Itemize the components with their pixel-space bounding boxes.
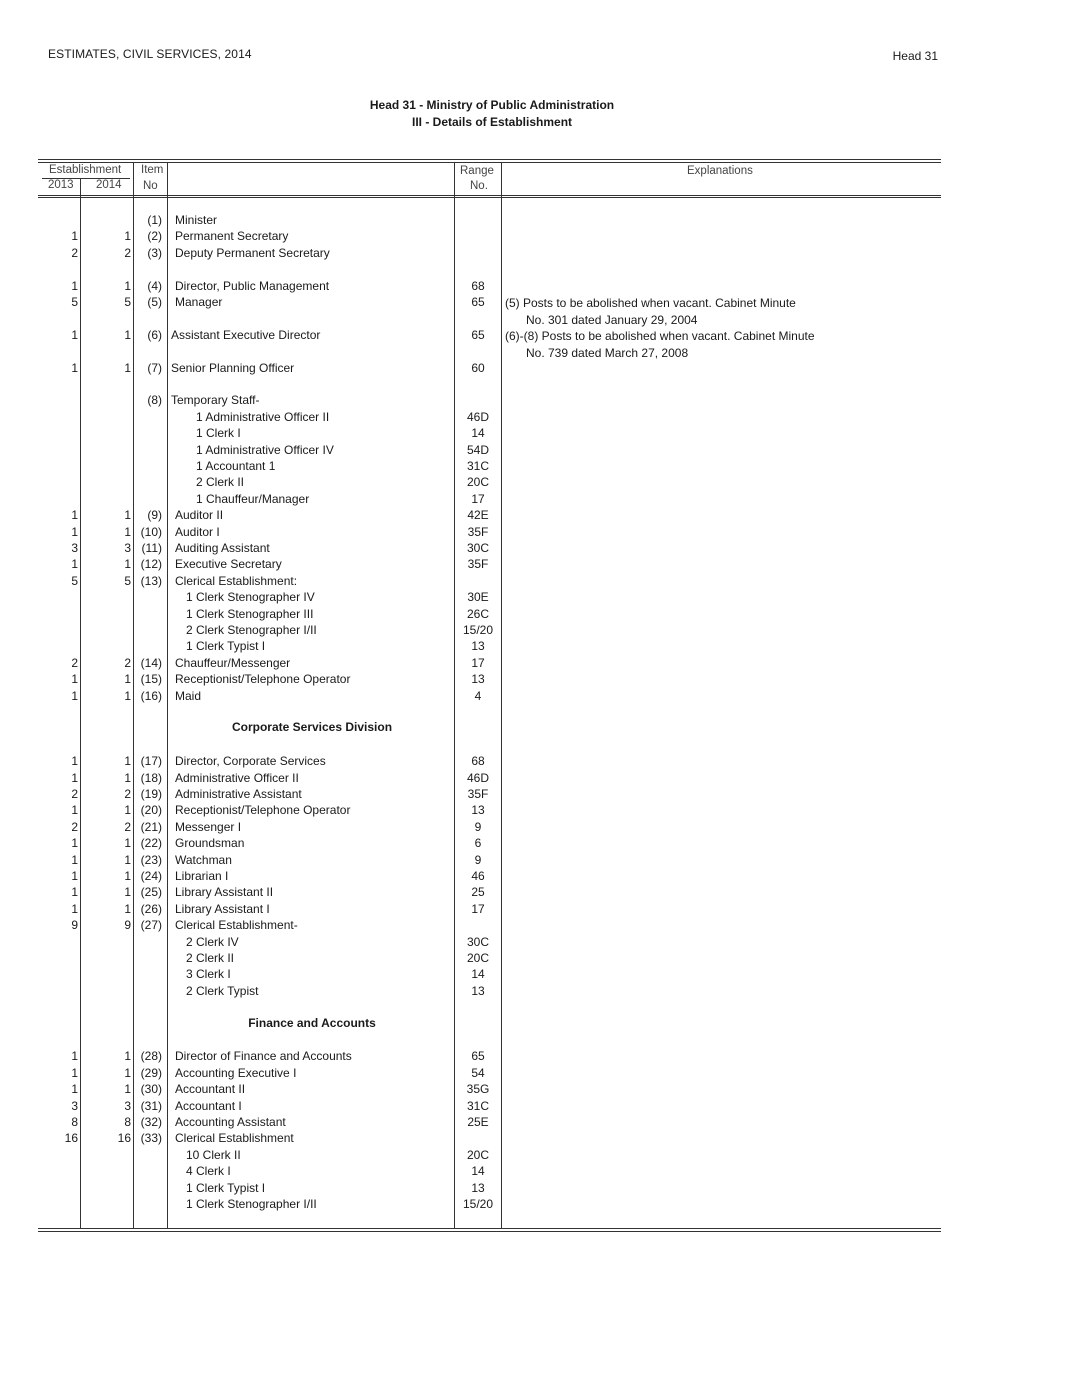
salary-range: 54D xyxy=(466,442,489,457)
item-number: (1) xyxy=(147,213,162,227)
table-bottom-rule-2 xyxy=(38,1231,941,1232)
count-2013: 1 xyxy=(71,327,78,342)
salary-range: 46D xyxy=(466,409,489,424)
item-number: (17) xyxy=(140,754,162,769)
position-title: Librarian I xyxy=(175,869,229,883)
document-header-left: ESTIMATES, CIVIL SERVICES, 2014 xyxy=(48,47,252,61)
item-number: (30) xyxy=(140,1082,162,1097)
position-title: Accountant II xyxy=(175,1082,246,1097)
count-2014: 2 xyxy=(124,819,131,834)
count-2014: 1 xyxy=(124,885,131,900)
item-number: (32) xyxy=(140,1115,162,1129)
position-title: 10 Clerk II xyxy=(186,1147,241,1162)
explanation-6-8 xyxy=(505,328,815,361)
position-title: Director, Corporate Services xyxy=(175,754,326,769)
position-title: Clerical Establishment: xyxy=(175,573,298,588)
count-2014: 5 xyxy=(124,295,131,309)
position-title: Messenger I xyxy=(175,819,242,834)
salary-range: 17 xyxy=(471,491,485,506)
count-2014: 3 xyxy=(124,541,131,555)
position-title: Senior Planning Officer xyxy=(171,360,295,375)
table-top-rule-1 xyxy=(38,159,941,160)
col-divider-2013-2014 xyxy=(80,178,81,1228)
position-title: Accounting Assistant xyxy=(175,1115,286,1129)
position-title: 2 Clerk IV xyxy=(186,934,239,949)
count-2013: 1 xyxy=(71,1049,78,1064)
position-title: 1 Clerk Stenographer IV xyxy=(186,590,315,605)
col-header-explanations: Explanations xyxy=(687,165,753,177)
count-2014: 5 xyxy=(124,573,131,588)
count-2014: 3 xyxy=(124,1098,131,1113)
count-2013: 1 xyxy=(71,901,78,916)
item-number: (7) xyxy=(147,360,162,375)
count-2013: 2 xyxy=(71,819,78,834)
count-2013: 5 xyxy=(71,573,78,588)
position-title: Receptionist/Telephone Operator xyxy=(175,803,351,818)
salary-range: 30C xyxy=(466,934,489,949)
item-number: (8) xyxy=(147,393,162,408)
col-header-2014: 2014 xyxy=(96,179,122,191)
count-2013: 1 xyxy=(71,1082,78,1097)
count-2014: 1 xyxy=(124,360,131,375)
count-2014: 1 xyxy=(124,901,131,916)
count-2014: 2 xyxy=(124,787,131,801)
salary-range: 9 xyxy=(474,819,482,834)
position-title: Library Assistant I xyxy=(175,901,270,916)
count-2014: 1 xyxy=(124,754,131,769)
col-divider-item xyxy=(133,163,134,1228)
salary-range: 30C xyxy=(466,541,489,555)
salary-range: 46 xyxy=(471,869,485,883)
count-2013: 1 xyxy=(71,508,78,523)
position-title: Director, Public Management xyxy=(175,278,330,293)
salary-range: 15/20 xyxy=(462,623,494,637)
col-divider-desc xyxy=(167,163,168,1228)
count-2013: 1 xyxy=(71,803,78,818)
document-header-right: Head 31 xyxy=(892,49,938,63)
col-header-range-no: No. xyxy=(470,180,488,192)
salary-range: 46D xyxy=(466,770,489,785)
position-title: Deputy Permanent Secretary xyxy=(175,245,330,260)
salary-range: 25 xyxy=(471,885,485,900)
item-number: (15) xyxy=(140,672,162,687)
count-2014: 1 xyxy=(124,557,131,572)
salary-range: 31C xyxy=(466,459,489,473)
position-title: Administrative Officer II xyxy=(175,770,299,785)
count-2013: 1 xyxy=(71,524,78,539)
explanation-6-8-line-1: (6)-(8) Posts to be abolished when vacant. Cabinet Minute xyxy=(505,329,815,343)
count-2014: 1 xyxy=(124,524,131,539)
salary-range: 13 xyxy=(471,1180,485,1195)
salary-range: 20C xyxy=(466,1147,489,1162)
count-2013: 1 xyxy=(71,360,78,375)
col-header-establishment: Establishment xyxy=(49,164,122,176)
position-title: Clerical Establishment- xyxy=(175,918,298,933)
position-title: 2 Clerk II xyxy=(196,475,245,490)
count-2013: 1 xyxy=(71,754,78,769)
position-title: 1 Administrative Officer IV xyxy=(196,442,334,457)
table-top-rule-2 xyxy=(38,162,941,163)
salary-range: 30E xyxy=(467,590,489,605)
position-title: Assistant Executive Director xyxy=(171,327,321,342)
salary-range: 9 xyxy=(474,852,482,867)
salary-range: 4 xyxy=(474,688,482,703)
salary-range: 15/20 xyxy=(462,1197,494,1211)
count-2013: 1 xyxy=(71,557,78,572)
title-line-1: Head 31 - Ministry of Public Administration xyxy=(369,98,615,112)
salary-range: 13 xyxy=(471,639,485,654)
position-title: Executive Secretary xyxy=(175,557,282,572)
item-number: (10) xyxy=(140,524,162,539)
title-line-2: III - Details of Establishment xyxy=(411,115,573,129)
count-2013: 9 xyxy=(71,918,78,933)
item-number: (6) xyxy=(147,327,162,342)
position-title: Auditor II xyxy=(175,508,224,523)
count-2014: 1 xyxy=(124,869,131,883)
count-2013: 3 xyxy=(71,541,78,555)
item-number: (16) xyxy=(140,688,162,703)
position-title: 3 Clerk I xyxy=(186,967,231,982)
count-2013: 5 xyxy=(71,295,78,309)
count-2013: 1 xyxy=(71,852,78,867)
explanation-6-8-line-2: No. 739 dated March 27, 2008 xyxy=(526,345,689,360)
salary-range: 68 xyxy=(471,754,485,769)
item-number: (9) xyxy=(147,508,162,523)
salary-range: 60 xyxy=(471,360,485,375)
item-number: (24) xyxy=(140,869,162,883)
explanation-5-line-2: No. 301 dated January 29, 2004 xyxy=(526,312,698,327)
count-2013: 1 xyxy=(71,688,78,703)
position-title: 2 Clerk II xyxy=(186,951,235,965)
salary-range: 6 xyxy=(474,836,482,851)
position-title: Manager xyxy=(175,295,223,309)
count-2014: 1 xyxy=(124,852,131,867)
item-number: (33) xyxy=(140,1131,162,1146)
position-title: 1 Accountant 1 xyxy=(196,459,276,473)
salary-range: 13 xyxy=(471,672,485,687)
salary-range: 20C xyxy=(466,951,489,965)
position-title: 2 Clerk Stenographer I/II xyxy=(186,623,317,637)
count-2014: 1 xyxy=(124,1082,131,1097)
col-divider-explanations xyxy=(501,163,502,1228)
header-bottom-rule-2 xyxy=(38,197,941,198)
count-2014: 1 xyxy=(124,1049,131,1064)
salary-range: 14 xyxy=(471,967,485,982)
position-title: 1 Administrative Officer II xyxy=(196,409,330,424)
item-number: (28) xyxy=(140,1049,162,1064)
position-title: Accounting Executive I xyxy=(175,1065,297,1080)
table-bottom-rule-1 xyxy=(38,1228,941,1229)
salary-range: 14 xyxy=(471,426,485,441)
col-header-no: No xyxy=(143,180,158,192)
position-title: Chauffeur/Messenger xyxy=(175,655,291,670)
section-heading: Finance and Accounts xyxy=(248,1015,376,1030)
position-title: Director of Finance and Accounts xyxy=(175,1049,352,1064)
salary-range: 20C xyxy=(466,475,489,490)
item-number: (12) xyxy=(140,557,162,572)
count-2013: 1 xyxy=(71,672,78,687)
salary-range: 35F xyxy=(467,787,489,801)
count-2013: 2 xyxy=(71,787,78,801)
position-title: 1 Clerk Stenographer III xyxy=(186,606,314,621)
salary-range: 42E xyxy=(467,508,489,523)
count-2014: 1 xyxy=(124,327,131,342)
salary-range: 65 xyxy=(471,1049,485,1064)
item-number: (29) xyxy=(140,1065,162,1080)
item-number: (21) xyxy=(140,819,162,834)
position-title: 1 Clerk Stenographer I/II xyxy=(186,1197,317,1211)
count-2013: 2 xyxy=(71,655,78,670)
item-number: (2) xyxy=(147,229,162,244)
position-title: 1 Chauffeur/Manager xyxy=(196,491,310,506)
count-2014: 9 xyxy=(124,918,131,933)
position-title: 2 Clerk Typist xyxy=(186,983,259,998)
count-2013: 1 xyxy=(71,1065,78,1080)
salary-range: 65 xyxy=(471,295,485,309)
position-title: 1 Clerk Typist I xyxy=(186,639,266,654)
salary-range: 65 xyxy=(471,327,485,342)
salary-range: 26C xyxy=(466,606,489,621)
item-number: (27) xyxy=(140,918,162,933)
salary-range: 35F xyxy=(467,524,489,539)
item-number: (26) xyxy=(140,901,162,916)
count-2014: 1 xyxy=(124,508,131,523)
item-number: (19) xyxy=(140,787,162,801)
count-2013: 1 xyxy=(71,885,78,900)
position-title: Library Assistant II xyxy=(175,885,274,900)
position-title: 4 Clerk I xyxy=(186,1164,231,1179)
salary-range: 68 xyxy=(471,278,485,293)
count-2014: 1 xyxy=(124,836,131,851)
count-2014: 8 xyxy=(124,1115,131,1129)
item-number: (11) xyxy=(141,541,162,555)
count-2013: 2 xyxy=(71,245,78,260)
salary-range: 17 xyxy=(471,901,485,916)
salary-range: 13 xyxy=(471,803,485,818)
explanation-5-line-1: (5) Posts to be abolished when vacant. Cabinet Minute xyxy=(505,296,796,310)
count-2014: 2 xyxy=(124,245,131,260)
position-title: 1 Clerk Typist I xyxy=(186,1180,266,1195)
item-number: (13) xyxy=(140,573,162,588)
position-title: Temporary Staff- xyxy=(171,393,260,408)
count-2013: 1 xyxy=(71,278,78,293)
item-number: (3) xyxy=(147,245,162,260)
position-title: Maid xyxy=(175,688,202,703)
salary-range: 13 xyxy=(471,983,485,998)
count-2014: 2 xyxy=(124,655,131,670)
header-bottom-rule-1 xyxy=(38,195,941,196)
col-header-range: Range xyxy=(460,165,494,177)
section-heading: Corporate Services Division xyxy=(231,720,393,735)
count-2014: 1 xyxy=(124,770,131,785)
count-2014: 1 xyxy=(124,278,131,293)
position-title: Permanent Secretary xyxy=(175,229,289,244)
count-2014: 1 xyxy=(124,688,131,703)
item-number: (5) xyxy=(147,295,162,309)
position-title: 1 Clerk I xyxy=(196,426,241,441)
position-title: Groundsman xyxy=(175,836,245,851)
count-2014: 1 xyxy=(124,672,131,687)
count-2013: 1 xyxy=(71,869,78,883)
item-number: (18) xyxy=(140,770,162,785)
col-header-item: Item xyxy=(141,164,164,176)
count-2014: 1 xyxy=(124,1065,131,1080)
item-number: (31) xyxy=(140,1098,162,1113)
count-2013: 1 xyxy=(71,770,78,785)
position-title: Minister xyxy=(175,213,218,227)
position-title: Clerical Establishment xyxy=(175,1131,294,1146)
position-title: Auditor I xyxy=(175,524,220,539)
salary-range: 35G xyxy=(466,1082,490,1097)
count-2013: 1 xyxy=(71,836,78,851)
explanation-5 xyxy=(505,295,796,328)
position-title: Watchman xyxy=(175,852,232,867)
item-number: (22) xyxy=(140,836,162,851)
position-title: Auditing Assistant xyxy=(175,541,270,555)
item-number: (23) xyxy=(140,852,162,867)
item-number: (14) xyxy=(140,655,162,670)
salary-range: 25E xyxy=(467,1115,489,1129)
item-number: (4) xyxy=(147,278,162,293)
salary-range: 17 xyxy=(471,655,485,670)
count-2013: 8 xyxy=(71,1115,78,1129)
col-divider-range xyxy=(454,163,455,1228)
position-title: Receptionist/Telephone Operator xyxy=(175,672,351,687)
position-title: Administrative Assistant xyxy=(175,787,302,801)
item-number: (20) xyxy=(140,803,162,818)
count-2014: 16 xyxy=(117,1131,131,1146)
count-2013: 16 xyxy=(64,1131,78,1146)
salary-range: 14 xyxy=(471,1164,485,1179)
count-2013: 1 xyxy=(71,229,78,244)
salary-range: 54 xyxy=(471,1065,485,1080)
document-title xyxy=(0,97,984,131)
count-2014: 1 xyxy=(124,803,131,818)
col-header-2013: 2013 xyxy=(48,179,74,191)
position-title: Accountant I xyxy=(175,1098,242,1113)
count-2013: 3 xyxy=(71,1098,78,1113)
count-2014: 1 xyxy=(124,229,131,244)
salary-range: 35F xyxy=(467,557,489,572)
item-number: (25) xyxy=(140,885,162,900)
salary-range: 31C xyxy=(466,1098,489,1113)
